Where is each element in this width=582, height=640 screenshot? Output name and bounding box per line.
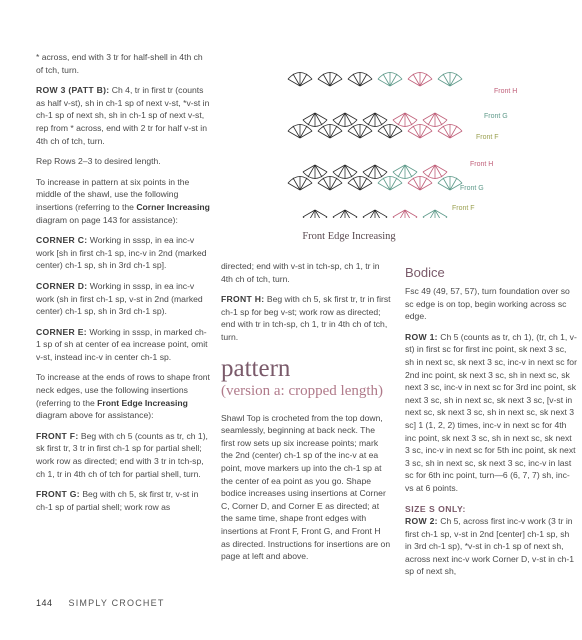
middle-column (221, 260, 391, 571)
stitch-fan (408, 72, 432, 86)
corner-d-text: Working in sssp, in ea inc-v work (sh in first ch-1 sp, v-st in 2nd (marked center) ch-1 sp, sh in 3rd ch-1 sp). (36, 280, 203, 317)
stitch-fan (288, 124, 312, 138)
stitch-fan (438, 176, 462, 190)
stitch-fan (408, 176, 432, 190)
front-edge-ref: Front Edge Increasing (97, 397, 188, 408)
stitch-fan (348, 72, 372, 86)
row1-label: ROW 1: (405, 331, 438, 342)
row2-label: ROW 2: (405, 516, 438, 527)
stitch-fan (378, 176, 402, 190)
stitch-fan (393, 113, 417, 127)
front-text-end: diagram above for assistance): (36, 410, 154, 421)
diagram-label-front-h: Front H (494, 88, 518, 95)
para-front-h (221, 293, 391, 343)
diagram-label-front-g: Front G (484, 113, 508, 120)
stitch-fan (303, 210, 327, 218)
page-footer (36, 598, 165, 608)
size-s-heading: SIZE S ONLY: (405, 503, 466, 514)
diagram-label-front-f: Front F (452, 205, 475, 212)
diagram-label-front-f: Front F (476, 134, 499, 141)
front-f-text: Beg with ch 5 (counts as tr, ch 1), sk first tr, 3 tr in first ch-1 sp for partial shell; work row as directed; end with 3 tr in tch-sp, ch 1, tr in 4th ch of tch for partial shell, turn. (36, 430, 208, 479)
corner-e-text: Working in sssp, in marked ch-1 sp of sh at center of ea increase point, omit v-st, instead inc-v in center ch-1 sp. (36, 326, 208, 362)
para-increase (36, 176, 210, 226)
stitch-fan (288, 72, 312, 86)
para-front-f (36, 430, 210, 480)
stitch-fan (318, 72, 342, 86)
row3-text: Ch 4, tr in first tr (counts as half v-st), sh in ch-1 sp of next v-st, *v-st in ch-1 sp of next sh, sh in ch-1 sp of next v-st, rep from * across, end with 2 tr for half v-st in 4th ch of tch, turn. (36, 85, 210, 146)
para-front-edges (36, 371, 210, 421)
row3-label: ROW 3 (PATT B): (36, 85, 110, 96)
inc-text: To increase in pattern at six points in the middle of the shawl, use the following insertions (referring to the (36, 176, 190, 212)
front-edge-increasing-diagram (280, 58, 520, 218)
stitch-fan (438, 72, 462, 86)
stitch-fan (363, 165, 387, 179)
stitch-fan (378, 72, 402, 86)
stitch-fan (363, 210, 387, 218)
stitch-fan (318, 124, 342, 138)
para-row2 (405, 515, 577, 578)
front-h-text: Beg with ch 5, sk first tr, tr in first ch-1 sp for beg v-st; work row as directed; end with tr in tch-sp, ch 1, tr in 4th ch of tch, turn. (221, 294, 391, 342)
stitch-fan (423, 113, 447, 127)
front-text: To increase at the ends of rows to shape front neck edges, use the following insertions (referring to the (36, 372, 210, 408)
pattern-subheading: (version a: cropped length) (221, 382, 384, 399)
inc-text-end: diagram on page 143 for assistance): (36, 214, 178, 225)
stitch-fan (378, 124, 402, 138)
para-across: * across, end with 3 tr for half-shell in 4th ch of tch, turn. (36, 52, 203, 75)
diagram-caption: Front Edge Increasing (302, 231, 396, 242)
left-column (36, 51, 210, 521)
para-corner-e (36, 326, 210, 364)
right-column (405, 265, 577, 586)
stitch-fan (363, 113, 387, 127)
stitch-fan (423, 165, 447, 179)
corner-e-label: CORNER E: (36, 326, 87, 337)
para-row3 (36, 84, 210, 147)
page-number: 144 (36, 598, 53, 608)
stitch-fan (288, 176, 312, 190)
corner-c-label: CORNER C: (36, 235, 88, 246)
para-fsc: Fsc 49 (49, 57, 57), turn foundation over so sc edge is on top, begin working across sc edge. (405, 286, 570, 322)
para-corner-d (36, 280, 210, 318)
stitch-fan (318, 176, 342, 190)
front-f-label: FRONT F: (36, 430, 79, 441)
para-corner-c (36, 234, 210, 272)
stitch-fan (333, 165, 357, 179)
front-h-label: FRONT H: (221, 294, 265, 305)
pattern-heading: pattern (221, 354, 291, 382)
corner-increasing-ref: Corner Increasing (136, 201, 210, 212)
row1-text: Ch 5 (counts as tr, ch 1), (tr, ch 1, v-st) in first sc for first inc point, sk next 3 sc, sh in next sc, sk next 3 sc, inc-v in next sc for 2nd inc point, sk next 3 sc, sh in next sc, sk next 3 sc, inc-v in next sc for 3rd inc point, sk next 3 sc, sh in next sc, sk next 3 sc, [v-st in next sc, sk next 3 sc, sh in next sc, sk next 3 sc] 1 (1, 2, 2) times, inc-v in next sc for 4th inc point, sk next 3 sc, sh in next sc, sk next 3 sc, inc-v in next sc for 5th inc point, sk next 3 sc, sh in next sc, sk next 3 sc, inc-v in last sc for 6th inc point, turn—6 (6, 7, 7) sh, inc-vs at 6 points. (405, 331, 577, 493)
corner-d-label: CORNER D: (36, 280, 88, 291)
bodice-heading: Bodice (405, 265, 445, 280)
stitch-fan (393, 165, 417, 179)
front-g-label: FRONT G: (36, 489, 80, 500)
stitch-fan (408, 124, 432, 138)
diagram-label-front-g: Front G (460, 185, 484, 192)
para-shawl-top: Shawl Top is crocheted from the top down, seamlessly, beginning at back neck. The first row sets up six increase points; mark the 2nd (center) ch-1 sp of the inc-v at ea point, move markers up into the ch-1 sp at the center of ea point as you go. Shape bodice increases using insertions at Corner C, Corner D, and Corner E as directed; at the same time, shape front edges with insertions at Front F, Front G, and Front H as directed. Instructions for insertions are on page at left and above. (221, 412, 391, 562)
front-g-text: Beg with ch 5, sk first tr, v-st in ch-1 sp of partial shell; work row as (36, 489, 199, 512)
stitch-fan (393, 210, 417, 218)
stitch-fan (333, 113, 357, 127)
para-directed: directed; end with v-st in tch-sp, ch 1, tr in 4th ch of tch, turn. (221, 261, 380, 284)
para-front-g (36, 488, 210, 513)
stitch-fan (333, 210, 357, 218)
stitch-fan (303, 165, 327, 179)
diagram-label-front-h: Front H (470, 161, 494, 168)
stitch-fan (348, 124, 372, 138)
corner-c-text: Working in sssp, in ea inc-v work [sh in first ch-1 sp, inc-v in 2nd (marked center) ch-1 sp, sh in 3rd ch-1 sp]. (36, 235, 207, 271)
row2-text: Ch 5, across first inc-v work (3 tr in first ch-1 sp, v-st in 2nd [center] ch-1 sp, sh in 3rd ch-1 sp), *v-st in ch-1 sp of next sh, across next inc-v work Corner D, v-st in ch-1 sp of next sh, (405, 516, 575, 577)
para-row1 (405, 331, 577, 495)
para-rep: Rep Rows 2–3 to desired length. (36, 156, 161, 167)
stitch-fan (423, 210, 447, 218)
book-title: SIMPLY CROCHET (68, 598, 165, 608)
stitch-fan (348, 176, 372, 190)
stitch-fan (438, 124, 462, 138)
stitch-fan (303, 113, 327, 127)
